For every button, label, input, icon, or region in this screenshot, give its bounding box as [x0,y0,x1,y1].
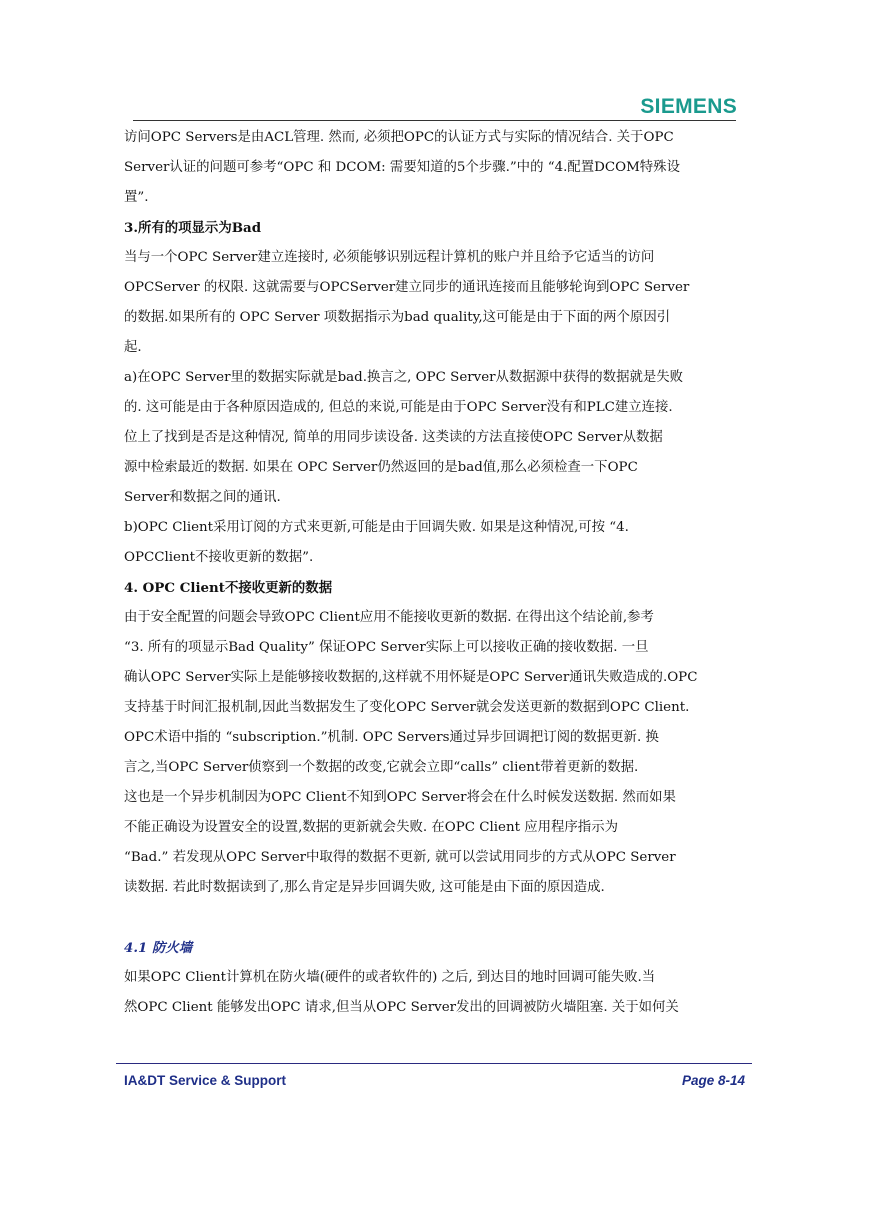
text-line: 然OPC Client 能够发出OPC 请求,但当从OPC Server发出的回调被防火墙阻塞. 关于如何关 [124,1000,679,1015]
text-line: 的. 这可能是由于各种原因造成的, 但总的来说,可能是由于OPC Server没有和PLC建立连接. [124,400,673,415]
text-line: 访问OPC Servers是由ACL管理. 然而, 必须把OPC的认证方式与实际的情况结合. 关于OPC [124,130,674,145]
text-line: 这也是一个异步机制因为OPC Client不知到OPC Server将会在什么时候发送数据. 然而如果 [124,790,676,805]
text-line: “3. 所有的项显示Bad Quality” 保证OPC Server实际上可以接收正确的接收数据. 一旦 [124,640,649,655]
section-heading: 4. OPC Client不接收更新的数据 [124,580,333,596]
text-line: 起. [124,340,142,355]
text-line: OPCServer 的权限. 这就需要与OPCServer建立同步的通讯连接而且能够轮询到OPC Server [124,280,690,295]
footer-left-text: IA&DT Service & Support [124,1073,287,1088]
text-line: 当与一个OPC Server建立连接时, 必须能够识别远程计算机的账户并且给予它适当的访问 [124,250,655,265]
text-line: 由于安全配置的问题会导致OPC Client应用不能接收更新的数据. 在得出这个结论前,参考 [124,610,654,625]
text-line: OPC术语中指的 “subscription.”机制. OPC Servers通过异步回调把订阅的数据更新. 换 [124,730,659,745]
section-heading: 3.所有的项显示为Bad [124,220,262,236]
text-line: “Bad.” 若发现从OPC Server中取得的数据不更新, 就可以尝试用同步的方式从OPC Server [124,850,676,865]
subsection-heading: 4.1 防火墙 [124,940,193,956]
siemens-logo: SIEMENS [640,95,737,118]
text-line: OPCClient不接收更新的数据”. [124,550,314,565]
page-number: Page 8-14 [681,1073,745,1088]
footer-rule [116,1063,752,1064]
text-line: 不能正确设为设置安全的设置,数据的更新就会失败. 在OPC Client 应用程序指示为 [124,820,618,835]
text-line: 如果OPC Client计算机在防火墙(硬件的或者软件的) 之后, 到达目的地时回调可能失败.当 [124,970,656,985]
paragraph-gap [124,903,749,933]
document-body [124,123,749,1023]
text-line: 源中检索最近的数据. 如果在 OPC Server仍然返回的是bad值,那么必须检查一下OPC [124,460,638,475]
text-line: 的数据.如果所有的 OPC Server 项数据指示为bad quality,这可能是由于下面的两个原因引 [124,310,671,325]
text-line: 置”. [124,190,149,205]
header-rule [133,120,736,121]
text-line: 位上了找到是否是这种情况, 简单的用同步读设备. 这类读的方法直接使OPC Server从数据 [124,430,663,445]
text-line: b)OPC Client采用订阅的方式来更新,可能是由于回调失败. 如果是这种情况,可按 “4. [124,520,629,535]
text-line: Server和数据之间的通讯. [124,490,281,505]
text-line: 读数据. 若此时数据读到了,那么肯定是异步回调失败, 这可能是由下面的原因造成. [124,880,605,895]
text-line: 支持基于时间汇报机制,因此当数据发生了变化OPC Server就会发送更新的数据到OPC Client. [124,700,690,715]
text-line: 确认OPC Server实际上是能够接收数据的,这样就不用怀疑是OPC Server通讯失败造成的.OPC [124,670,698,685]
text-line: 言之,当OPC Server侦察到一个数据的改变,它就会立即“calls” client带着更新的数据. [124,760,639,775]
text-line: Server认证的问题可参考“OPC 和 DCOM: 需要知道的5个步骤.”中的 “4.配置DCOM特殊设 [124,160,680,175]
text-line: a)在OPC Server里的数据实际就是bad.换言之, OPC Server从数据源中获得的数据就是失败 [124,370,684,385]
